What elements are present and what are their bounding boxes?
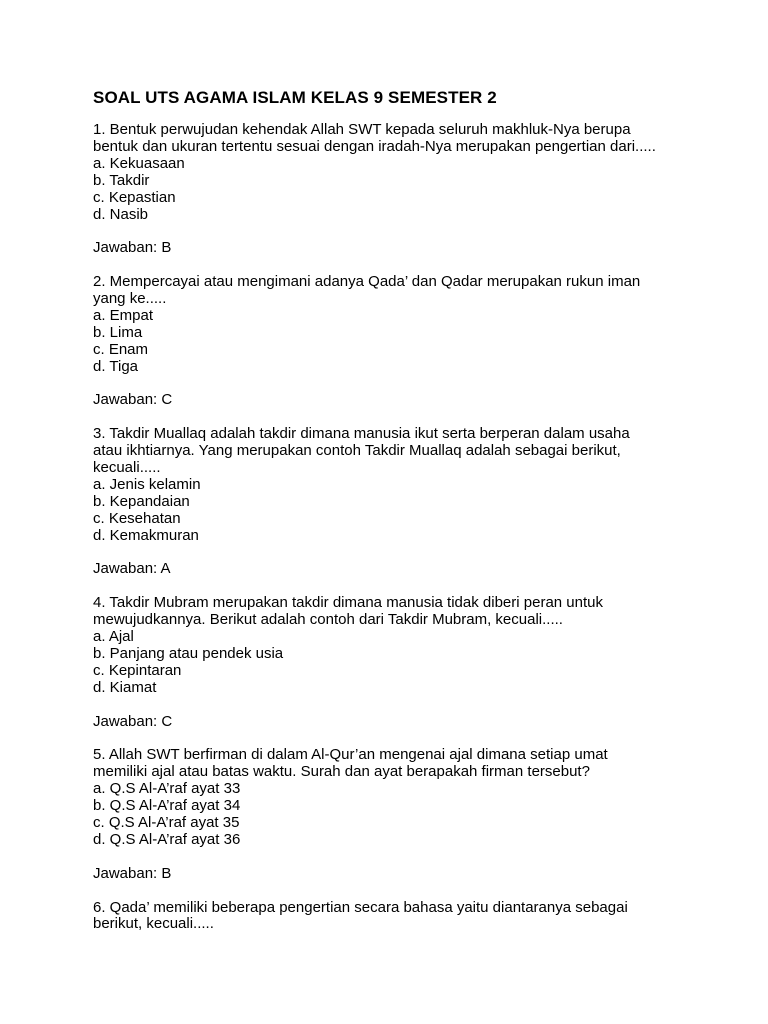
question-text-line: mewujudkannya. Berikut adalah contoh dari Takdir Mubram, kecuali..... xyxy=(93,611,563,629)
question-text-line: 6. Qada’ memiliki beberapa pengertian secara bahasa yaitu diantaranya sebagai xyxy=(93,898,628,916)
option-a: a. Empat xyxy=(93,306,154,324)
option-d: d. Kiamat xyxy=(93,678,157,696)
option-b: b. Q.S Al-A’raf ayat 34 xyxy=(93,797,241,815)
option-d: d. Q.S Al-A’raf ayat 36 xyxy=(93,830,241,848)
option-b: b. Lima xyxy=(93,323,143,341)
question-1 xyxy=(93,122,693,274)
option-c: c. Kesehatan xyxy=(93,509,181,527)
option-c: c. Kepintaran xyxy=(93,661,182,679)
question-text-line: kecuali..... xyxy=(93,459,161,477)
option-b: b. Takdir xyxy=(93,171,150,189)
option-d: d. Tiga xyxy=(93,357,139,375)
question-text-line: berikut, kecuali..... xyxy=(93,915,214,933)
answer-line: Jawaban: C xyxy=(93,712,173,730)
question-text-line: 5. Allah SWT berfirman di dalam Al-Qur’an mengenai ajal dimana setiap umat xyxy=(93,746,608,764)
answer-line: Jawaban: C xyxy=(93,391,173,409)
question-2 xyxy=(93,274,693,426)
answer-line: Jawaban: B xyxy=(93,864,172,882)
answer-line: Jawaban: B xyxy=(93,239,172,257)
option-a: a. Jenis kelamin xyxy=(93,475,201,493)
question-3 xyxy=(93,426,693,595)
question-5 xyxy=(93,747,693,899)
option-d: d. Nasib xyxy=(93,205,149,223)
question-text-line: memiliki ajal atau batas waktu. Surah dan ayat berapakah firman tersebut? xyxy=(93,763,590,781)
document-page xyxy=(93,88,693,933)
question-6 xyxy=(93,900,693,934)
option-a: a. Q.S Al-A’raf ayat 33 xyxy=(93,780,241,798)
question-text-line: atau ikhtiarnya. Yang merupakan contoh Takdir Muallaq adalah sebagai berikut, xyxy=(93,442,621,460)
question-text-line: 3. Takdir Muallaq adalah takdir dimana manusia ikut serta berperan dalam usaha xyxy=(93,425,630,443)
answer-line: Jawaban: A xyxy=(93,560,171,578)
document-title: SOAL UTS AGAMA ISLAM KELAS 9 SEMESTER 2 xyxy=(93,88,497,107)
question-text-line: yang ke..... xyxy=(93,290,167,308)
option-c: c. Enam xyxy=(93,340,149,358)
option-a: a. Kekuasaan xyxy=(93,154,185,172)
option-c: c. Q.S Al-A’raf ayat 35 xyxy=(93,814,240,832)
question-text-line: 1. Bentuk perwujudan kehendak Allah SWT kepada seluruh makhluk-Nya berupa xyxy=(93,121,631,138)
option-d: d. Kemakmuran xyxy=(93,526,199,544)
option-a: a. Ajal xyxy=(93,628,134,646)
option-c: c. Kepastian xyxy=(93,188,176,206)
question-text-line: 2. Mempercayai atau mengimani adanya Qada’ dan Qadar merupakan rukun iman xyxy=(93,273,641,291)
question-text-line: 4. Takdir Mubram merupakan takdir dimana manusia tidak diberi peran untuk xyxy=(93,594,603,612)
option-b: b. Kepandaian xyxy=(93,492,190,510)
question-text-line: bentuk dan ukuran tertentu sesuai dengan iradah-Nya merupakan pengertian dari..... xyxy=(93,137,656,155)
question-4 xyxy=(93,595,693,747)
option-b: b. Panjang atau pendek usia xyxy=(93,645,284,662)
